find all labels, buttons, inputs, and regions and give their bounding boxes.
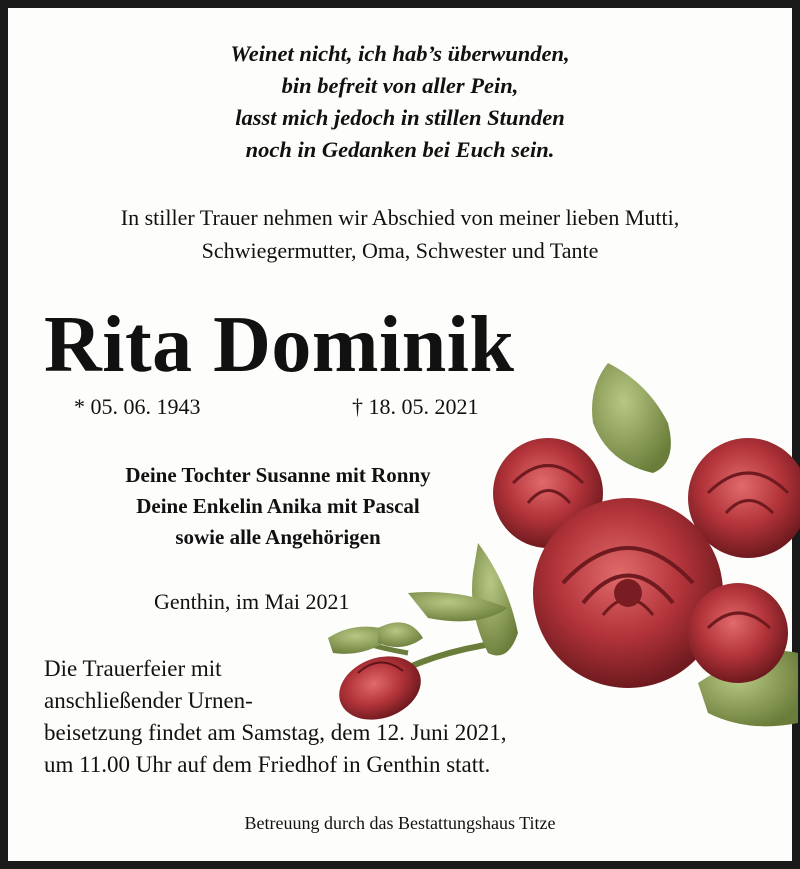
place-date: Genthin, im Mai 2021: [154, 589, 350, 614]
intro-text: [8, 201, 792, 267]
ceremony-line: anschließender Urnen-: [44, 688, 253, 713]
intro-line: In stiller Trauer nehmen wir Abschied von meiner lieben Mutti,: [120, 205, 680, 230]
ceremony-line: Die Trauerfeier mit: [44, 656, 222, 681]
funeral-home-credit: Betreuung durch das Bestattungshaus Titze: [244, 813, 556, 833]
poem: [8, 38, 792, 166]
ceremony-info: [44, 653, 506, 781]
mourner-line: sowie alle Angehörigen: [175, 525, 381, 549]
poem-line: lasst mich jedoch in stillen Stunden: [235, 105, 565, 130]
poem-line: Weinet nicht, ich hab’s überwunden,: [230, 41, 570, 66]
poem-line: bin befreit von aller Pein,: [281, 73, 519, 98]
poem-line: noch in Gedanken bei Euch sein.: [245, 137, 555, 162]
birth-date: * 05. 06. 1943: [74, 394, 201, 419]
deceased-name: Rita Dominik: [44, 301, 515, 389]
ceremony-line: beisetzung findet am Samstag, dem 12. Juni 2021,: [44, 720, 507, 745]
mourner-line: Deine Enkelin Anika mit Pascal: [136, 494, 420, 518]
mourner-line: Deine Tochter Susanne mit Ronny: [125, 463, 431, 487]
death-date: † 18. 05. 2021: [352, 394, 479, 419]
intro-line: Schwiegermutter, Oma, Schwester und Tante: [201, 238, 599, 263]
ceremony-line: um 11.00 Uhr auf dem Friedhof in Genthin statt.: [44, 752, 491, 777]
